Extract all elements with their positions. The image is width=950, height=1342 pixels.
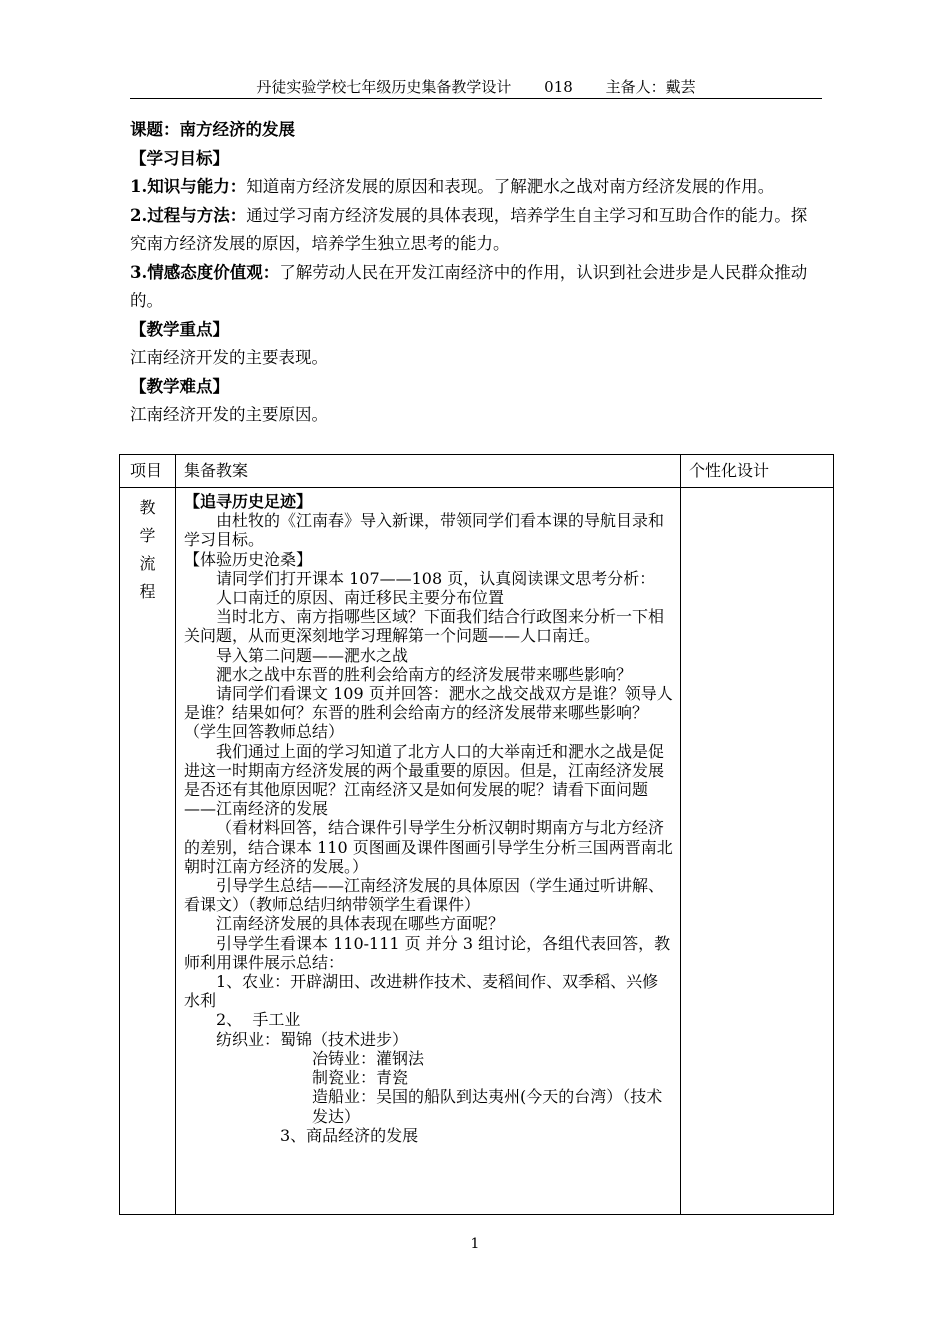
goal-process: [130, 202, 822, 259]
key-heading: 【教学重点】: [130, 319, 229, 339]
personal-design-cell: [681, 488, 834, 1215]
header-school: 丹徒实验学校七年级历史集备教学设计: [256, 78, 512, 96]
content-line: 我们通过上面的学习知道了北方人口的大举南迁和淝水之战是促进这一时期南方经济发展的两个最重要的原因。但是，江南经济发展是否还有其他原因呢？江南经济又是如何发展的呢？请看下面问题——江南经济的发展: [184, 741, 665, 819]
lesson-plan-table: [119, 454, 834, 1215]
goal2-label: 2.过程与方法：: [130, 205, 247, 225]
table-header-row: [120, 455, 834, 488]
goal-knowledge: [130, 173, 822, 202]
header-item: 项目: [120, 455, 176, 488]
header-number: 018: [544, 78, 573, 96]
goal-attitude: [130, 259, 822, 316]
lesson-content: [176, 488, 681, 1215]
content-line: 1、农业：开辟湖田、改进耕作技术、麦稻间作、双季稻、兴修水利: [184, 972, 659, 1011]
table-row: [120, 488, 834, 1215]
content-line: 请同学们打开课本 107——108 页，认真阅读课文思考分析：: [216, 568, 656, 588]
section-heading: 【追寻历史足迹】: [184, 492, 313, 511]
header-plan: 集备教案: [176, 455, 681, 488]
page-number: 1: [470, 1236, 480, 1252]
side-char: 学: [139, 526, 156, 545]
content-line: 淝水之战中东晋的胜利会给南方的经济发展带来哪些影响？: [216, 664, 633, 684]
content-line: 请同学们看课文 109 页并回答：淝水之战交战双方是谁？领导人是谁？结果如何？东晋的胜利会给南方的经济发展带来哪些影响？（学生回答教师总结）: [184, 684, 673, 742]
teaching-process-label: [120, 488, 176, 1215]
content-line: 江南经济发展的具体表现在哪些方面呢？: [216, 914, 505, 934]
key-text: 江南经济开发的主要表现。: [130, 348, 328, 367]
goal1-label: 1.知识与能力：: [130, 177, 247, 196]
content-line: 引导学生看课本 110-111 页 并分 3 组讨论，各组代表回答，教师利用课件展示总结：: [184, 933, 671, 972]
header-personal: 个性化设计: [681, 455, 834, 488]
content-line: 纺织业：蜀锦（技术进步）: [216, 1029, 409, 1049]
side-char: 教: [139, 498, 156, 517]
goals-heading: 【学习目标】: [130, 148, 229, 168]
content-line: 3、商品经济的发展: [280, 1125, 419, 1145]
goal1-text: 知道南方经济发展的原因和表现。了解淝水之战对南方经济发展的作用。: [246, 177, 775, 196]
header-preparer: 主备人：戴芸: [605, 78, 696, 96]
content-line: 冶铸业：灌钢法: [312, 1048, 425, 1068]
goal3-text: 了解劳动人民在开发江南经济中的作用，认识到社会进步是人民群众推动的。: [130, 262, 808, 310]
content-line: 导入第二问题——淝水之战: [216, 645, 409, 665]
content-line: 制瓷业：青瓷: [312, 1068, 409, 1088]
side-char: 程: [139, 582, 156, 601]
lesson-intro: [130, 116, 822, 430]
content-line: 当时北方、南方指哪些区域？下面我们结合行政图来分析一下相关问题，从而更深刻地学习理解第一个问题——人口南迁。: [184, 607, 665, 646]
content-line: 引导学生总结——江南经济发展的具体原因（学生通过听讲解、看课文）（教师总结归纳带领学生看课件）: [184, 876, 665, 915]
content-line: 人口南迁的原因、南迁移民主要分布位置: [216, 588, 505, 608]
page-header: [130, 76, 822, 99]
content-line: 造船业：吴国的船队到达夷州(今天的台湾）（技术发达）: [312, 1087, 663, 1126]
goal3-label: 3.情感态度价值观：: [130, 262, 280, 282]
difficulty-heading: 【教学难点】: [130, 376, 229, 396]
section-heading: 【体验历史沧桑】: [184, 549, 313, 569]
goal2-text: 通过学习南方经济发展的具体表现，培养学生自主学习和互助合作的能力。探究南方经济发展的原因，培养学生独立思考的能力。: [130, 205, 808, 253]
content-line: 2、 手工业: [216, 1010, 301, 1030]
content-line: （看材料回答，结合课件引导学生分析汉朝时期南方与北方经济的差别，结合课本 110 页图画及课件图画引导学生分析三国两晋南北朝时江南方经济的发展。）: [184, 818, 673, 876]
lesson-topic: 课题：南方经济的发展: [130, 120, 295, 139]
content-line: 由杜牧的《江南春》导入新课，带领同学们看本课的导航目录和学习目标。: [184, 511, 665, 550]
side-char: 流: [139, 554, 156, 573]
difficulty-text: 江南经济开发的主要原因。: [130, 405, 328, 424]
